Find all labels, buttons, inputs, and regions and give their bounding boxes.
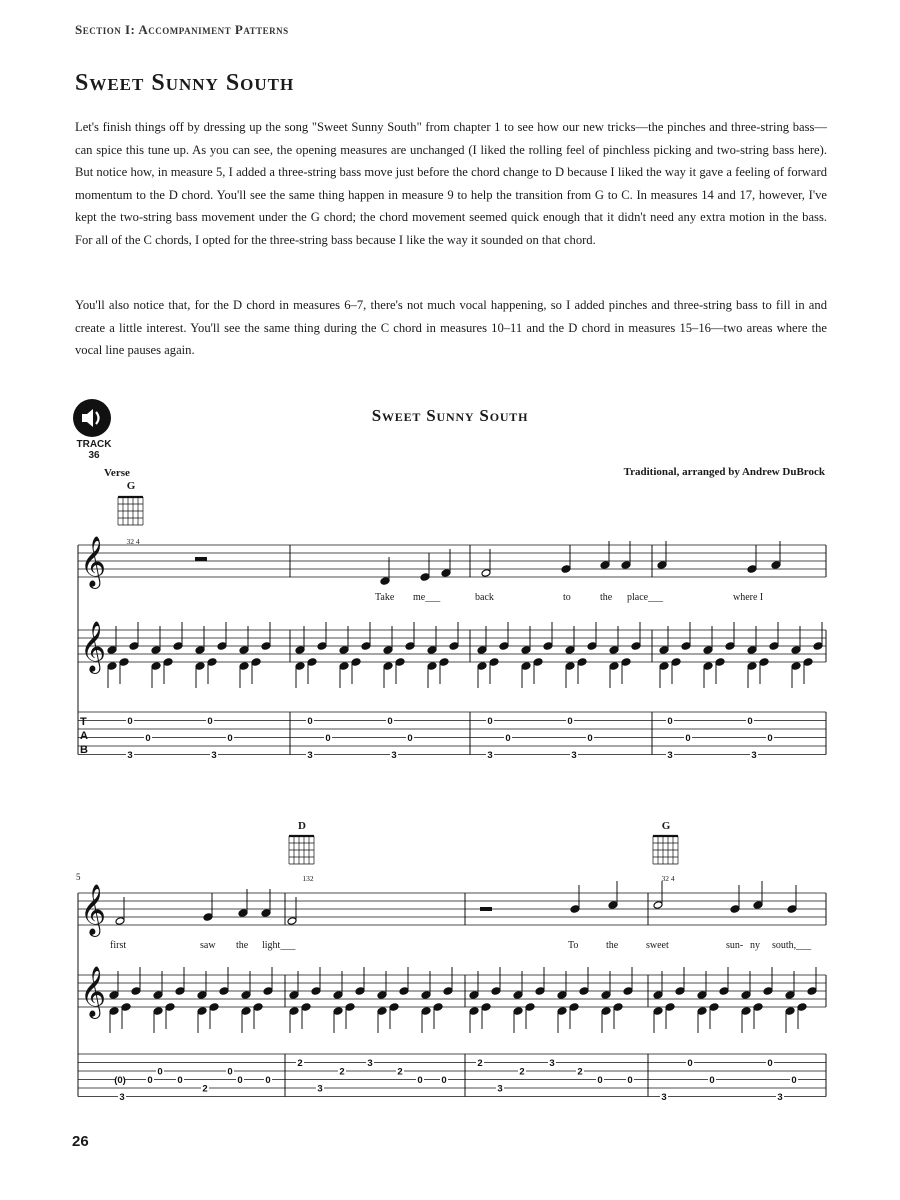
lyric-syllable: To [568,940,579,951]
note-head [719,987,729,996]
note-head [107,646,117,655]
tab-number: 0 [441,1075,447,1086]
lyric-syllable: the [600,592,613,603]
note-head [785,991,795,1000]
lyric-syllable: the [236,940,249,951]
note-head [787,905,797,914]
note-head [715,658,725,667]
note-head [449,642,459,651]
note-head [251,658,261,667]
note-head [759,658,769,667]
tab-number: 3 [211,750,217,761]
note-head [747,565,757,574]
lyric-syllable: place___ [627,592,664,603]
note-head [333,1007,343,1016]
note-head [631,642,641,651]
note-head [703,662,713,671]
note-head [253,1003,263,1012]
note-head [421,1007,431,1016]
note-head [405,642,415,651]
tab-number: 2 [477,1058,483,1069]
note-head [197,1007,207,1016]
note-head [785,1007,795,1016]
tab-number: 0 [687,1058,693,1069]
tab-number: (0) [114,1075,126,1086]
tab-number: 0 [227,1066,233,1078]
note-head [491,987,501,996]
note-head [709,1003,719,1012]
whole-rest [195,557,207,561]
tab-number: 0 [791,1075,797,1086]
page-title: Sweet Sunny South [75,70,295,96]
note-head [565,646,575,655]
note-head [395,658,405,667]
note-head [499,642,509,651]
tab-number: 0 [487,716,493,727]
note-head [601,1007,611,1016]
note-head [557,1007,567,1016]
note-head [219,987,229,996]
half-rest [480,907,492,911]
note-head [361,642,371,651]
note-head [377,1007,387,1016]
note-head [481,1003,491,1012]
note-head [307,658,317,667]
note-head [151,662,161,671]
note-head [753,1003,763,1012]
note-head [261,909,271,918]
tab-number: 0 [567,716,573,727]
note-head [351,658,361,667]
note-head [421,991,431,1000]
note-head [533,658,543,667]
tab-number: 0 [407,733,413,744]
note-head [623,987,633,996]
body-paragraph-2: You'll also notice that, for the D chord in measures 6–7, there's not much vocal happening, so I added pinches and three-string bass to fill in and create a little interest. You'll see the same thing during the C chord in measures 10–11 and the D chord in measures 15–16—two areas where the vocal line pauses again. [75,298,827,357]
note-head [295,646,305,655]
note-head [339,662,349,671]
note-head [697,1007,707,1016]
note-head [543,642,553,651]
note-head [489,658,499,667]
tab-number: 0 [747,716,753,727]
note-head [608,901,618,910]
note-head [675,987,685,996]
note-head [477,662,487,671]
note-head [389,1003,399,1012]
note-head [153,991,163,1000]
tab-number: 2 [297,1058,303,1069]
note-head [671,658,681,667]
treble-clef: 𝄞 [80,884,107,935]
note-head [569,1003,579,1012]
note-head [311,987,321,996]
note-head [741,1007,751,1016]
note-head [561,565,571,574]
note-head [380,577,390,586]
treble-clef: 𝄞 [80,966,107,1017]
note-head [107,662,117,671]
note-head [289,1007,299,1016]
note-head [209,1003,219,1012]
tab-number: 0 [667,716,673,727]
note-head [339,646,349,655]
note-head [797,1003,807,1012]
tab-number: 3 [367,1058,373,1069]
note-head [621,658,631,667]
note-head [791,662,801,671]
note-head [703,646,713,655]
note-head [557,991,567,1000]
note-head [741,991,751,1000]
treble-clef: 𝄞 [80,621,107,672]
tab-number: 0 [387,716,393,727]
note-head [769,642,779,651]
tab-number: 0 [587,733,593,744]
note-head [238,909,248,918]
note-head [427,662,437,671]
note-head [287,917,297,926]
tab-number: 3 [487,750,493,761]
note-head [803,658,813,667]
note-head [295,662,305,671]
tab-clef: A [80,730,88,742]
note-head [570,905,580,914]
note-head [129,642,139,651]
note-head [747,646,757,655]
tab-number: 0 [685,733,691,744]
tab-number: 3 [307,750,313,761]
note-head [289,991,299,1000]
tab-number: 3 [119,1092,125,1103]
lyric-syllable: ny [750,940,760,951]
tab-number: 0 [307,716,313,727]
note-head [659,662,669,671]
note-head [481,569,491,578]
chord-fingering: 132 [302,874,314,883]
note-head [377,991,387,1000]
note-head [513,1007,523,1016]
note-head [601,991,611,1000]
note-head [443,987,453,996]
note-head [609,646,619,655]
lyric-syllable: sun- [726,940,744,951]
tab-number: 0 [767,1058,773,1069]
note-head [153,1007,163,1016]
tab-number: 3 [497,1083,503,1095]
tab-number: 0 [157,1066,163,1078]
tab-number: 2 [202,1083,208,1095]
tab-number: 0 [177,1075,183,1086]
lyric-syllable: south,___ [772,940,812,951]
note-head [613,1003,623,1012]
note-head [261,642,271,651]
note-head [807,987,817,996]
tab-number: 3 [661,1092,667,1103]
note-head [730,905,740,914]
tab-number: 0 [265,1075,271,1086]
note-head [203,913,213,922]
tab-number: 3 [391,750,397,761]
tab-number: 3 [667,750,673,761]
note-head [521,662,531,671]
note-head [725,642,735,651]
note-head [653,901,663,910]
note-head [165,1003,175,1012]
tab-number: 0 [207,716,213,727]
note-head [241,1007,251,1016]
note-head [383,662,393,671]
tab-number: 0 [145,733,151,744]
song-title: Sweet Sunny South [371,406,529,425]
note-head [477,646,487,655]
note-head [173,642,183,651]
note-head [333,991,343,1000]
tab-number: 3 [549,1058,555,1069]
note-head [197,991,207,1000]
lyric-syllable: to [563,592,571,603]
note-head [771,561,781,570]
tab-number: 0 [627,1075,633,1086]
note-head [263,987,273,996]
note-head [301,1003,311,1012]
note-head [565,662,575,671]
note-head [653,991,663,1000]
chord-fingering: 32 4 [661,874,675,883]
note-head [420,573,430,582]
note-head [659,646,669,655]
note-head [747,662,757,671]
tab-number: 0 [325,733,331,744]
note-head [317,642,327,651]
note-head [109,1007,119,1016]
note-head [217,642,227,651]
tab-number: 0 [227,733,233,744]
note-head [469,991,479,1000]
tab-number: 2 [519,1066,525,1078]
note-head [697,991,707,1000]
note-head [600,561,610,570]
note-head [345,1003,355,1012]
note-head [239,646,249,655]
note-head [813,642,823,651]
tab-number: 3 [317,1083,323,1095]
note-head [239,662,249,671]
chord-fingering: 32 4 [126,537,140,546]
chord-name-g: G [661,820,671,832]
note-head [577,658,587,667]
note-head [119,658,129,667]
section-header: Section I: Accompaniment Patterns [75,22,289,37]
lyric-syllable: the [606,940,619,951]
lyric-syllable: first [110,940,127,951]
note-head [521,646,531,655]
tab-number: 0 [147,1075,153,1086]
tab-number: 2 [339,1066,345,1078]
tab-number: 0 [417,1075,423,1086]
track-label: TRACK 36 [76,439,112,461]
note-head [131,987,141,996]
tab-number: 0 [597,1075,603,1086]
lyric-syllable: back [475,592,494,603]
note-head [121,1003,131,1012]
note-head [535,987,545,996]
note-head [513,991,523,1000]
lyric-syllable: sweet [646,940,669,951]
note-head [753,901,763,910]
note-head [355,987,365,996]
note-head [609,662,619,671]
tab-number: 3 [777,1092,783,1103]
chord-name-g: G [126,480,136,492]
note-head [469,1007,479,1016]
note-head [653,1007,663,1016]
note-head [433,1003,443,1012]
note-head [681,642,691,651]
note-head [195,662,205,671]
note-head [791,646,801,655]
measure-number: 5 [76,872,81,882]
tab-clef: T [80,716,87,728]
lyric-syllable: saw [200,940,216,951]
tab-number: 3 [571,750,577,761]
note-head [175,987,185,996]
note-head [665,1003,675,1012]
note-head [399,987,409,996]
note-head [525,1003,535,1012]
note-head [163,658,173,667]
tab-number: 3 [751,750,757,761]
note-head [109,991,119,1000]
body-paragraph-1: Let's finish things off by dressing up the song "Sweet Sunny South" from chapter 1 to see how our new tricks—the pinches and three-string bass—can spice this tune up. As you can see, the opening measures are unchanged (I liked the rolling feel of pinchless picking and two-string bass here). But notice how, in measure 5, I added a three-string bass move just before the chord change to D because I liked the way it gave a feeling of forward momentum to the D chord. You'll see the same thing happen in measure 9 to help the transition from G to C. In measures 14 and 17, however, I've kept the two-string bass movement under the G chord; the chord movement seemed quick enough that it didn't need any extra motion in the bass. For all of the C chords, I opted for the three-string bass because I like the way it sounded on that chord. [75,120,827,247]
note-head [621,561,631,570]
lyric-syllable: where I [733,592,764,603]
lyric-syllable: me___ [413,592,441,603]
tab-number: 0 [709,1075,715,1086]
note-head [383,646,393,655]
tab-number: 3 [127,750,133,761]
note-head [439,658,449,667]
note-head [241,991,251,1000]
note-head [207,658,217,667]
note-head [587,642,597,651]
page-number: 26 [72,1133,89,1150]
lyric-syllable: Take [375,592,395,603]
tab-number: 0 [237,1075,243,1086]
treble-clef: 𝄞 [80,536,107,587]
verse-label: Verse [104,467,130,479]
tab-number: 0 [505,733,511,744]
chord-name-d: D [298,820,306,832]
note-head [441,569,451,578]
note-head [195,646,205,655]
note-head [115,917,125,926]
tab-number: 2 [397,1066,403,1078]
note-head [763,987,773,996]
note-head [427,646,437,655]
note-head [657,561,667,570]
tab-number: 0 [767,733,773,744]
note-head [579,987,589,996]
arrangement-credit: Traditional, arranged by Andrew DuBrock [623,466,825,478]
tab-number: 0 [127,716,133,727]
tab-clef: B [80,744,88,756]
lyric-syllable: light___ [262,940,296,951]
tab-number: 2 [577,1066,583,1078]
note-head [151,646,161,655]
